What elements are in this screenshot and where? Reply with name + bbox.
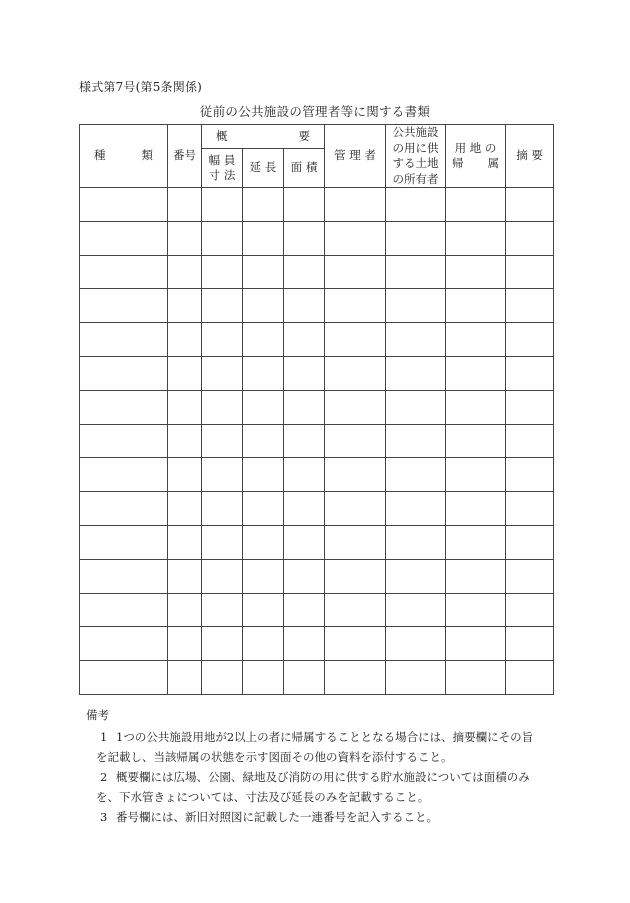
table-cell[interactable] [284, 458, 325, 492]
table-cell[interactable] [325, 188, 386, 222]
table-cell[interactable] [386, 458, 446, 492]
table-cell[interactable] [386, 188, 446, 222]
table-cell[interactable] [284, 526, 325, 560]
table-cell[interactable] [284, 627, 325, 661]
table-cell[interactable] [325, 424, 386, 458]
table-cell[interactable] [202, 221, 243, 255]
table-cell[interactable] [386, 593, 446, 627]
table-body [80, 188, 554, 695]
table-cell[interactable] [243, 188, 284, 222]
note-number: 2 [100, 770, 108, 784]
header-length: 延 長 [243, 149, 284, 188]
table-cell[interactable] [446, 458, 506, 492]
table-cell[interactable] [446, 221, 506, 255]
table-cell[interactable] [168, 188, 202, 222]
table-cell[interactable] [243, 221, 284, 255]
note-item-1 [86, 727, 556, 767]
table-cell[interactable] [325, 526, 386, 560]
table-cell[interactable] [446, 627, 506, 661]
table-cell[interactable] [80, 526, 168, 560]
note-item-3 [86, 807, 556, 827]
table-cell[interactable] [325, 559, 386, 593]
table-row [80, 458, 554, 492]
table-cell[interactable] [325, 661, 386, 695]
table-cell[interactable] [243, 323, 284, 357]
table-row [80, 559, 554, 593]
notes-heading: 備考 [86, 708, 109, 722]
table-row [80, 661, 554, 695]
facility-table [79, 124, 554, 695]
table-cell[interactable] [168, 221, 202, 255]
form-number: 様式第7号(第5条関係) [79, 80, 203, 94]
table-cell[interactable] [506, 661, 554, 695]
table-row [80, 357, 554, 391]
table-cell[interactable] [386, 526, 446, 560]
table-cell[interactable] [202, 492, 243, 526]
table-cell[interactable] [243, 289, 284, 323]
table-cell[interactable] [243, 492, 284, 526]
header-number: 番号 [168, 125, 202, 188]
table-cell[interactable] [446, 559, 506, 593]
table-cell[interactable] [80, 188, 168, 222]
table-cell[interactable] [325, 255, 386, 289]
note-number: 3 [100, 810, 108, 824]
table-cell[interactable] [168, 559, 202, 593]
table-cell[interactable] [202, 559, 243, 593]
table-cell[interactable] [506, 492, 554, 526]
table-cell[interactable] [386, 559, 446, 593]
table-cell[interactable] [202, 357, 243, 391]
table-cell[interactable] [506, 424, 554, 458]
table-row [80, 424, 554, 458]
table-row [80, 323, 554, 357]
note-line: を記載し、当該帰属の状態を示す図面その他の資料を添付すること。 [96, 750, 453, 764]
table-cell[interactable] [168, 390, 202, 424]
table-cell[interactable] [325, 289, 386, 323]
table-cell[interactable] [168, 289, 202, 323]
table-cell[interactable] [168, 323, 202, 357]
table-cell[interactable] [446, 255, 506, 289]
table-cell[interactable] [446, 492, 506, 526]
table-cell[interactable] [386, 323, 446, 357]
table-cell[interactable] [243, 627, 284, 661]
table-cell[interactable] [284, 424, 325, 458]
table-cell[interactable] [202, 627, 243, 661]
table-cell[interactable] [243, 593, 284, 627]
table-cell[interactable] [284, 221, 325, 255]
table-cell[interactable] [446, 526, 506, 560]
document-title: 従前の公共施設の管理者等に関する書類 [199, 104, 431, 119]
table-cell[interactable] [202, 323, 243, 357]
table-cell[interactable] [202, 255, 243, 289]
table-cell[interactable] [202, 526, 243, 560]
table-cell[interactable] [202, 593, 243, 627]
table-cell[interactable] [325, 627, 386, 661]
table-cell[interactable] [284, 593, 325, 627]
table-cell[interactable] [506, 289, 554, 323]
header-site-attribution: 用 地 の 帰 属 [446, 125, 506, 188]
table-cell[interactable] [506, 559, 554, 593]
table-cell[interactable] [243, 424, 284, 458]
table-cell[interactable] [325, 458, 386, 492]
table-cell[interactable] [202, 424, 243, 458]
header-land-owner: 公共施設 の用に供 する土地 の所有者 [386, 125, 446, 188]
table-cell[interactable] [80, 661, 168, 695]
table-cell[interactable] [386, 357, 446, 391]
table-cell[interactable] [446, 323, 506, 357]
table-cell[interactable] [446, 593, 506, 627]
table-cell[interactable] [386, 221, 446, 255]
table-cell[interactable] [284, 559, 325, 593]
table-cell[interactable] [168, 492, 202, 526]
header-area: 面 積 [284, 149, 325, 188]
header-manager: 管 理 者 [325, 125, 386, 188]
table-row [80, 492, 554, 526]
note-number: 1 [100, 730, 108, 744]
table-cell[interactable] [168, 593, 202, 627]
table-row [80, 255, 554, 289]
table-cell[interactable] [80, 593, 168, 627]
table-cell[interactable] [284, 323, 325, 357]
table-cell[interactable] [243, 357, 284, 391]
table-cell[interactable] [386, 390, 446, 424]
note-line: 番号欄には、新旧対照図に記載した一連番号を記入すること。 [116, 810, 438, 824]
table-row [80, 593, 554, 627]
header-type: 種 類 [80, 125, 168, 188]
table-cell[interactable] [506, 458, 554, 492]
table-cell[interactable] [284, 188, 325, 222]
table-cell[interactable] [168, 424, 202, 458]
table-cell[interactable] [325, 593, 386, 627]
table-cell[interactable] [325, 221, 386, 255]
table-cell[interactable] [202, 458, 243, 492]
table-cell[interactable] [386, 424, 446, 458]
table-cell[interactable] [446, 390, 506, 424]
note-item-2 [86, 767, 556, 807]
table-cell[interactable] [386, 661, 446, 695]
table-cell[interactable] [80, 323, 168, 357]
table-cell[interactable] [506, 526, 554, 560]
table-cell[interactable] [284, 357, 325, 391]
table-cell[interactable] [325, 492, 386, 526]
table-cell[interactable] [284, 661, 325, 695]
table-cell[interactable] [80, 492, 168, 526]
table-cell[interactable] [80, 255, 168, 289]
table-cell[interactable] [202, 661, 243, 695]
table-cell[interactable] [80, 458, 168, 492]
note-line: 1つの公共施設用地が2以上の者に帰属することとなる場合には、摘要欄にその旨 [116, 730, 534, 744]
table-cell[interactable] [80, 559, 168, 593]
table-cell[interactable] [168, 661, 202, 695]
table-cell[interactable] [506, 221, 554, 255]
table-cell[interactable] [284, 390, 325, 424]
table-cell[interactable] [202, 289, 243, 323]
table-cell[interactable] [80, 424, 168, 458]
table-cell[interactable] [446, 661, 506, 695]
table-cell[interactable] [80, 221, 168, 255]
table-cell[interactable] [325, 390, 386, 424]
table-cell[interactable] [202, 188, 243, 222]
table-cell[interactable] [386, 627, 446, 661]
table-cell[interactable] [506, 357, 554, 391]
table-cell[interactable] [243, 255, 284, 289]
table-cell[interactable] [243, 559, 284, 593]
table-cell[interactable] [386, 255, 446, 289]
table-cell[interactable] [506, 627, 554, 661]
table-cell[interactable] [284, 289, 325, 323]
table-cell[interactable] [446, 289, 506, 323]
table-cell[interactable] [80, 289, 168, 323]
header-remarks: 摘 要 [506, 125, 554, 188]
table-row [80, 221, 554, 255]
table-row [80, 390, 554, 424]
table-cell[interactable] [284, 492, 325, 526]
note-line: を、下水管きょについては、寸法及び延長のみを記載すること。 [96, 790, 430, 804]
table-row [80, 289, 554, 323]
table-cell[interactable] [168, 526, 202, 560]
table-cell[interactable] [243, 390, 284, 424]
table-cell[interactable] [386, 289, 446, 323]
table-cell[interactable] [243, 526, 284, 560]
table-cell[interactable] [168, 627, 202, 661]
table-cell[interactable] [506, 323, 554, 357]
notes-section [86, 705, 556, 827]
header-overview: 概 要 [202, 125, 325, 149]
note-line: 概要欄には広場、公園、緑地及び消防の用に供する貯水施設については面積のみ [116, 770, 530, 784]
table-cell[interactable] [284, 255, 325, 289]
table-cell[interactable] [506, 188, 554, 222]
table-cell[interactable] [168, 458, 202, 492]
header-width-dims: 幅 員 寸 法 [202, 149, 243, 188]
table-cell[interactable] [168, 255, 202, 289]
table-cell[interactable] [80, 390, 168, 424]
table-cell[interactable] [506, 390, 554, 424]
table-cell[interactable] [243, 661, 284, 695]
table-row [80, 188, 554, 222]
table-cell[interactable] [80, 357, 168, 391]
table-cell[interactable] [446, 424, 506, 458]
table-row [80, 627, 554, 661]
table-cell[interactable] [325, 323, 386, 357]
table-cell[interactable] [446, 188, 506, 222]
table-row [80, 526, 554, 560]
table-cell[interactable] [168, 357, 202, 391]
table-cell[interactable] [506, 593, 554, 627]
table-cell[interactable] [325, 357, 386, 391]
table-cell[interactable] [386, 492, 446, 526]
table-cell[interactable] [446, 357, 506, 391]
table-cell[interactable] [80, 627, 168, 661]
table-cell[interactable] [243, 458, 284, 492]
table-cell[interactable] [202, 390, 243, 424]
table-cell[interactable] [506, 255, 554, 289]
